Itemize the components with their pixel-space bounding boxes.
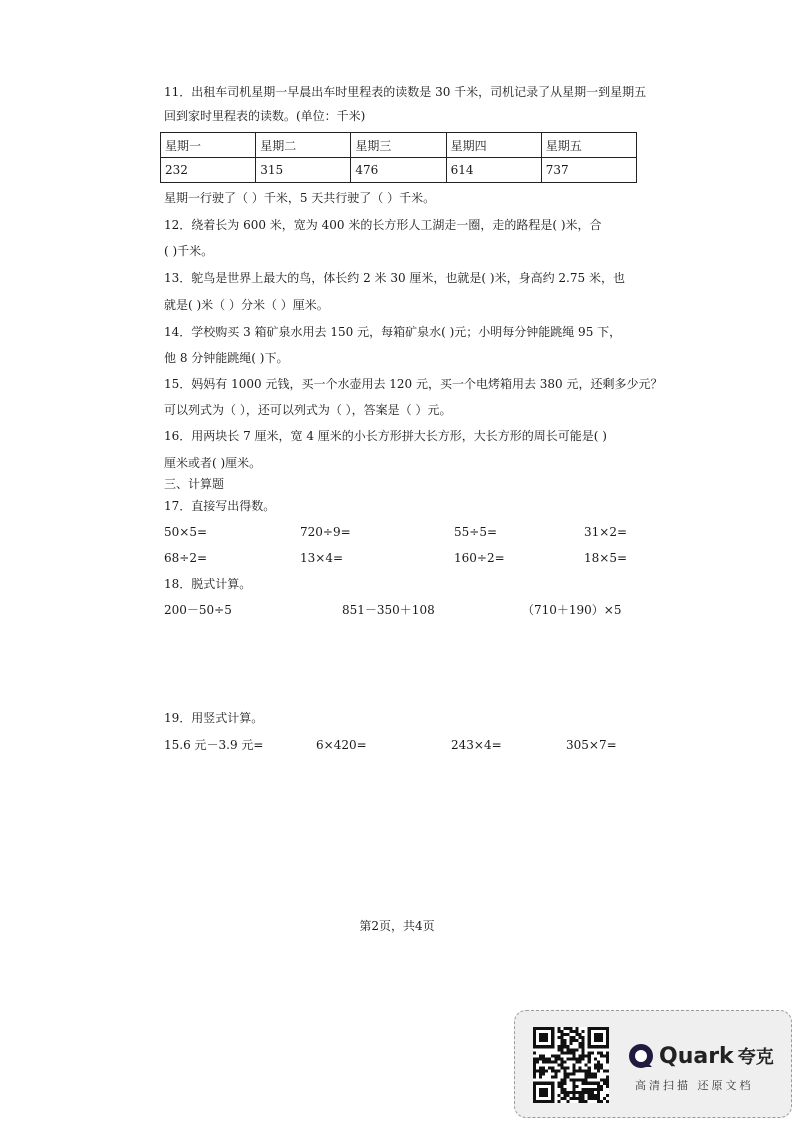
q16-line2: 厘米或者( )厘米。 (164, 456, 262, 470)
q14-line1: 14．学校购买 3 箱矿泉水用去 150 元，每箱矿泉水( )元；小明每分钟能跳绳 95 下， (164, 325, 622, 339)
q16-line1: 16．用两块长 7 厘米，宽 4 厘米的小长方形拼大长方形，大长方形的周长可能是( ) (164, 429, 607, 443)
q17-title: 17．直接写出得数。 (164, 499, 276, 513)
quark-scan-badge (514, 1010, 792, 1118)
table-row (161, 158, 637, 183)
quark-brand (627, 1041, 774, 1071)
table-cell: 315 (256, 158, 351, 183)
table-cell: 476 (351, 158, 446, 183)
q17-item: 160÷2= (454, 551, 505, 565)
q18-item: （710＋190）×5 (522, 603, 622, 617)
q17-item: 50×5= (164, 525, 208, 539)
q19-item: 305×7= (566, 738, 617, 752)
q13-line2: 就是( )米（ ）分米（ ）厘米。 (164, 298, 329, 312)
q11-line2: 回到家时里程表的读数。(单位：千米) (164, 109, 366, 123)
q17-item: 720÷9= (300, 525, 351, 539)
section-heading: 三、计算题 (164, 477, 225, 491)
q17-item: 18×5= (584, 551, 628, 565)
q19-title: 19．用竖式计算。 (164, 711, 264, 725)
q11-answer: 星期一行驶了（ ）千米，5 天共行驶了（ ）千米。 (164, 191, 436, 205)
q17-item: 68÷2= (164, 551, 208, 565)
q18-item: 200－50÷5 (164, 603, 232, 617)
q17-item: 55÷5= (454, 525, 498, 539)
quark-logo-icon (627, 1042, 655, 1070)
table-header-cell: 星期五 (541, 133, 636, 158)
table-header-cell: 星期三 (351, 133, 446, 158)
table-cell: 737 (541, 158, 636, 183)
table-header-cell: 星期一 (161, 133, 256, 158)
q15-line2: 可以列式为（ ），还可以列式为（ ），答案是（ ）元。 (164, 403, 452, 417)
odometer-table (160, 132, 637, 183)
quark-brand-name: Quark (659, 1043, 734, 1069)
q19-item: 15.6 元－3.9 元= (164, 738, 264, 752)
table-header-row (161, 133, 637, 158)
q17-item: 31×2= (584, 525, 628, 539)
q14-line2: 他 8 分钟能跳绳( )下。 (164, 351, 289, 365)
quark-slogan: 高清扫描 还原文档 (635, 1079, 754, 1092)
table-header-cell: 星期四 (446, 133, 541, 158)
q15-line1: 15．妈妈有 1000 元钱，买一个水壶用去 120 元，买一个电烤箱用去 380 元，还剩多少元？ (164, 377, 663, 391)
q11-line1: 11．出租车司机星期一早晨出车时里程表的读数是 30 千米，司机记录了从星期一到星期五 (164, 85, 647, 99)
q12-line1: 12．绕着长为 600 米，宽为 400 米的长方形人工湖走一圈，走的路程是( )米，合 (164, 218, 602, 232)
q19-item: 6×420= (316, 738, 367, 752)
q17-item: 13×4= (300, 551, 344, 565)
table-header-cell: 星期二 (256, 133, 351, 158)
table-cell: 614 (446, 158, 541, 183)
page-number: 第2页，共4页 (359, 919, 435, 933)
table-cell: 232 (161, 158, 256, 183)
q18-item: 851－350＋108 (342, 603, 435, 617)
qr-code-icon (533, 1027, 609, 1103)
q18-title: 18．脱式计算。 (164, 577, 252, 591)
q13-line1: 13．鸵鸟是世界上最大的鸟，体长约 2 米 30 厘米，也就是( )米，身高约 2.75 米，也 (164, 271, 625, 285)
quark-brand-cn: 夸克 (737, 1047, 774, 1068)
q19-item: 243×4= (451, 738, 502, 752)
q12-line2: ( )千米。 (164, 244, 214, 258)
